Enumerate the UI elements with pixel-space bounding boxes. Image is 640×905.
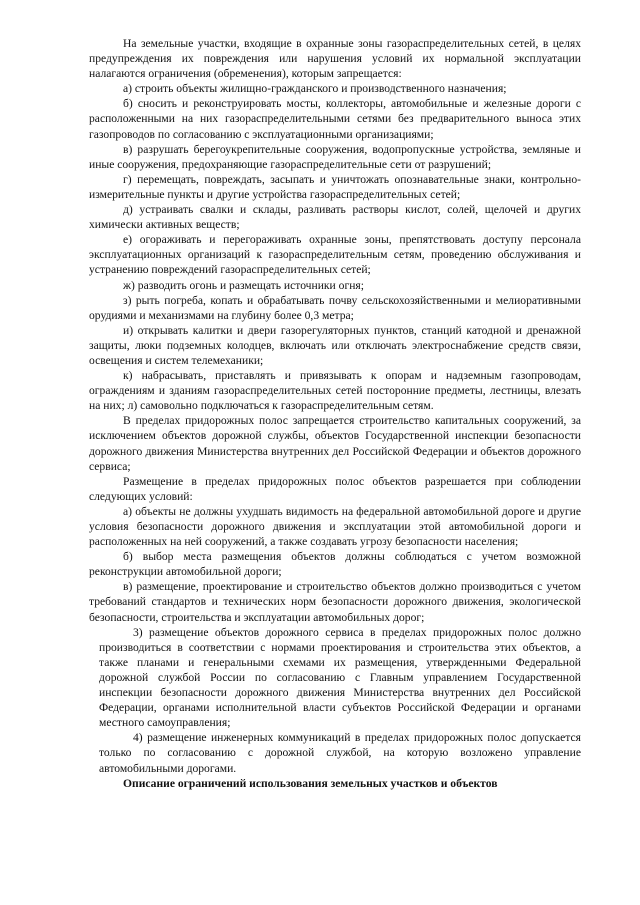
section-heading: Описание ограничений использования земельных участков и объектов xyxy=(123,776,498,790)
paragraph-item-k: к) набрасывать, приставлять и привязывать к опорам и надземным газопроводам, ограждениям и зданиям газораспределительных сетей посторонние предметы, лестницы, влезать на них; л) самовольно подключаться к газораспределительным сетям. xyxy=(89,369,581,413)
paragraph-item-g: г) перемещать, повреждать, засыпать и уничтожать опознавательные знаки, контрольно-измерительные пункты и другие устройства газораспределительных сетей; xyxy=(89,172,581,201)
paragraph-condition-a: а) объекты не должны ухудшать видимость на федеральной автомобильной дороге и другие условия безопасности дорожного движения и эксплуатации этой автомобильной дороги и расположенных на ней сооружений, а также создавать угрозу безопасности населения; xyxy=(89,504,581,549)
paragraph-roadside-ban: В пределах придорожных полос запрещается строительство капитальных сооружений, за исключением объектов дорожной службы, объектов Государственной инспекции безопасности дорожного движения Министерства внутренних дел Российской Федерации и объектов дорожного сервиса; xyxy=(89,414,581,473)
paragraph-item-v: в) разрушать берегоукрепительные сооружения, водопропускные устройства, земляные и иные сооружения, предохраняющие газораспределительные сети от разрушений; xyxy=(89,142,581,171)
paragraph-intro: На земельные участки, входящие в охранные зоны газораспределительных сетей, в целях предупреждения их повреждения или нарушения условий их нормальной эксплуатации налагаются ограничения (обременения), которым запрещается: xyxy=(89,37,581,81)
paragraph-item-zh: ж) разводить огонь и размещать источники огня; xyxy=(123,278,364,292)
paragraph-condition-v: в) размещение, проектирование и строительство объектов должно производиться с учетом требований стандартов и технических норм безопасности дорожного движения, экологической безопасности, строительства и эксплуатации автомобильных дорог; xyxy=(89,580,581,624)
paragraph-item-d: д) устраивать свалки и склады, разливать растворы кислот, солей, щелочей и других химически активных веществ; xyxy=(89,203,581,232)
paragraph-condition-4: 4) размещение инженерных коммуникаций в пределах придорожных полос допускается только по согласованию с дорожной службой, на которую возложено управление автомобильными дорогами. xyxy=(99,731,581,775)
paragraph-item-a: а) строить объекты жилищно-гражданского и производственного назначения; xyxy=(123,82,507,96)
paragraph-condition-3: 3) размещение объектов дорожного сервиса в пределах придорожных полос должно производиться в соответствии с нормами проектирования и строительства этих объектов, а также планами и генеральными схемами их размещения, утвержденными Федеральной дорожной службой России по согласованию с Главным управлением Государственной инспекции безопасности дорожного движения Министерства внутренних дел Российской Федерации, органами исполнительной власти субъектов Российской Федерации и органами местного самоуправления; xyxy=(99,625,581,730)
paragraph-item-i: и) открывать калитки и двери газорегуляторных пунктов, станций катодной и дренажной защиты, люки подземных колодцев, включать или отключать электроснабжение средств связи, освещения и систем телемеханики; xyxy=(89,323,581,367)
paragraph-item-z: з) рыть погреба, копать и обрабатывать почву сельскохозяйственными и мелиоративными орудиями и механизмами на глубину более 0,3 метра; xyxy=(89,293,581,322)
paragraph-roadside-conditions: Размещение в пределах придорожных полос объектов разрешается при соблюдении следующих условий: xyxy=(89,474,581,503)
document-body xyxy=(89,36,581,791)
paragraph-item-b: б) сносить и реконструировать мосты, коллекторы, автомобильные и железные дороги с расположенными на них газораспределительными сетями без предварительного выноса этих газопроводов по согласованию с эксплуатационными организациями; xyxy=(89,97,581,141)
paragraph-item-e: е) огораживать и перегораживать охранные зоны, препятствовать доступу персонала эксплуатационных организаций к газораспределительным сетям, проведению обслуживания и устранению повреждений газораспределительных сетей; xyxy=(89,233,581,277)
paragraph-condition-b: б) выбор места размещения объектов должны соблюдаться с учетом возможной реконструкции автомобильной дороги; xyxy=(89,550,581,579)
